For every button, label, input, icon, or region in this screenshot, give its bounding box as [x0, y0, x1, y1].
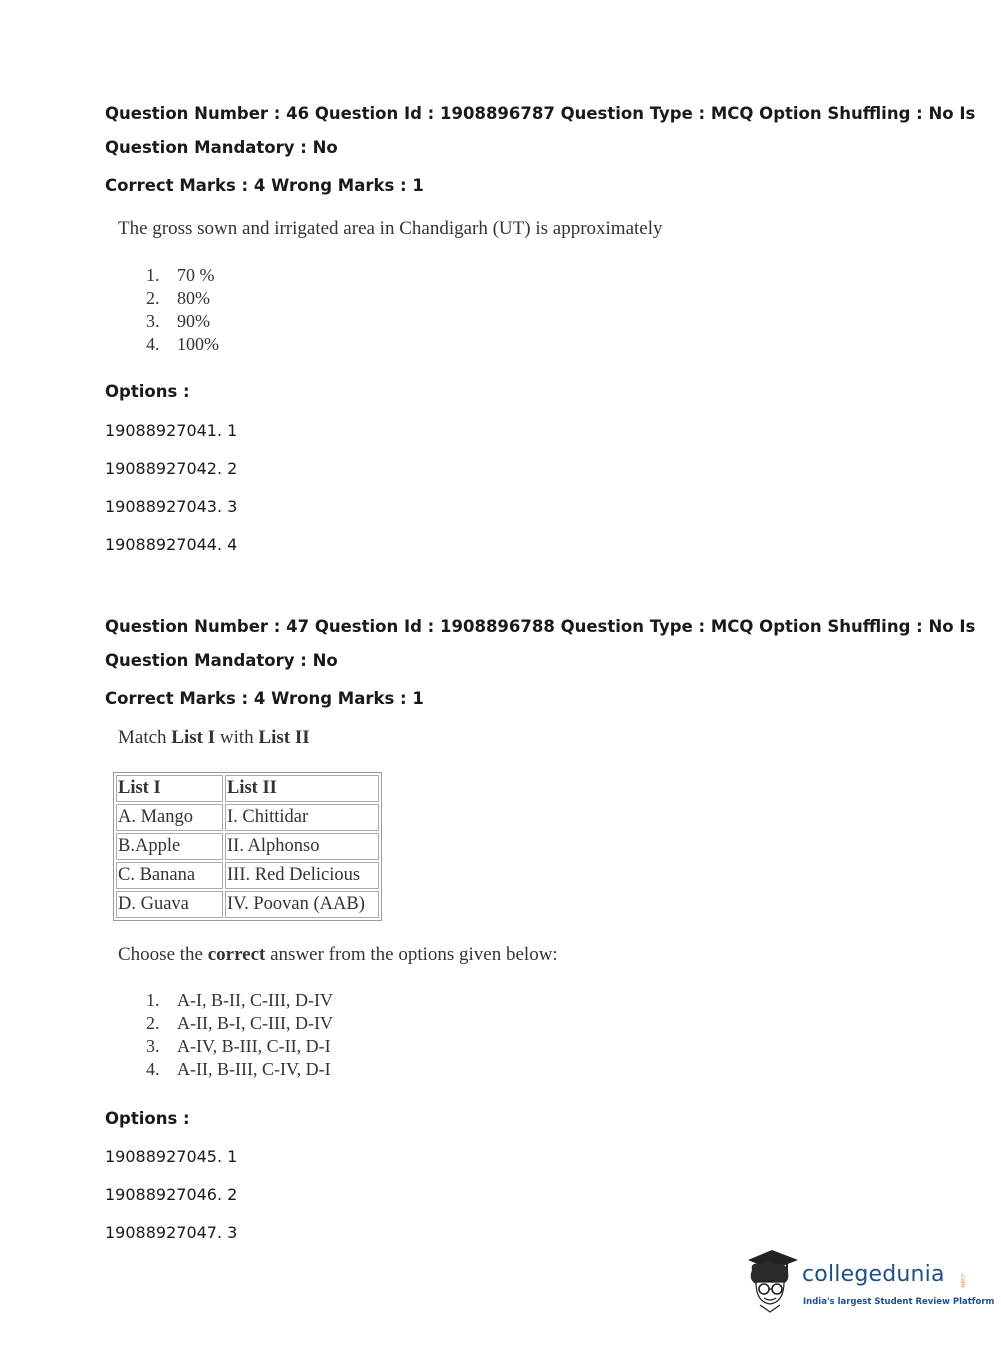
question-47-instruction — [118, 944, 558, 966]
stem-list-i: List I — [171, 727, 216, 748]
choice-number: 4. — [146, 1059, 160, 1079]
question-47-mandatory: Question Mandatory : No — [105, 651, 338, 670]
table-cell: A. Mango — [116, 804, 223, 831]
choice-text: A-I, B-II, C-III, D-IV — [177, 990, 333, 1010]
option-id: 19088927043. 3 — [105, 497, 238, 516]
question-46-options-label: Options : — [105, 382, 190, 401]
stem-list-ii: List II — [258, 727, 310, 748]
question-46-marks: Correct Marks : 4 Wrong Marks : 1 — [105, 176, 424, 195]
stem-text: with — [215, 727, 259, 748]
choice-number: 2. — [146, 288, 160, 308]
option-id: 19088927042. 2 — [105, 459, 238, 478]
table-cell: B.Apple — [116, 833, 223, 860]
choice-text: A-IV, B-III, C-II, D-I — [177, 1036, 331, 1056]
choice-item — [146, 333, 219, 356]
option-id: 19088927044. 4 — [105, 535, 238, 554]
choice-item — [146, 310, 219, 333]
brand-tagline: India's largest Student Review Platform — [803, 1297, 995, 1307]
question-47-header: Question Number : 47 Question Id : 1908896788 Question Type : MCQ Option Shuffling : No Is — [105, 617, 976, 636]
choice-number: 4. — [146, 334, 160, 354]
instruction-text: answer from the options given below: — [265, 944, 558, 965]
match-table — [113, 772, 382, 921]
choice-number: 1. — [146, 265, 160, 285]
question-46-mandatory: Question Mandatory : No — [105, 138, 338, 157]
stem-text: Match — [118, 727, 172, 748]
table-row — [116, 862, 379, 889]
instruction-text: Choose the — [118, 944, 208, 965]
choice-item — [146, 264, 219, 287]
question-47-choices — [146, 989, 333, 1081]
table-cell: II. Alphonso — [225, 833, 379, 860]
choice-text: A-II, B-III, C-IV, D-I — [177, 1059, 331, 1079]
question-46-header: Question Number : 46 Question Id : 1908896787 Question Type : MCQ Option Shuffling : No Is — [105, 104, 976, 123]
choice-text: 100% — [177, 334, 219, 354]
choice-item — [146, 1035, 333, 1058]
brand-com: .com — [959, 1273, 966, 1288]
choice-text: A-II, B-I, C-III, D-IV — [177, 1013, 333, 1033]
choice-number: 2. — [146, 1013, 160, 1033]
table-cell: I. Chittidar — [225, 804, 379, 831]
choice-text: 90% — [177, 311, 210, 331]
option-id: 19088927046. 2 — [105, 1185, 238, 1204]
choice-number: 3. — [146, 311, 160, 331]
brand-name: collegedunia — [802, 1262, 945, 1287]
question-46-stem: The gross sown and irrigated area in Chandigarh (UT) is approximately — [118, 218, 663, 239]
question-46-choices — [146, 264, 219, 356]
table-cell: IV. Poovan (AAB) — [225, 891, 379, 918]
collegedunia-logo — [742, 1248, 995, 1318]
choice-number: 1. — [146, 990, 160, 1010]
table-row — [116, 833, 379, 860]
table-row — [116, 891, 379, 918]
instruction-emphasis: correct — [207, 944, 266, 965]
table-row — [116, 804, 379, 831]
table-header-cell: List I — [116, 775, 223, 802]
table-cell: D. Guava — [116, 891, 223, 918]
choice-item — [146, 989, 333, 1012]
option-id: 19088927045. 1 — [105, 1147, 238, 1166]
table-header-cell: List II — [225, 775, 379, 802]
choice-item — [146, 1012, 333, 1035]
option-id: 19088927047. 3 — [105, 1223, 238, 1242]
table-header-row — [116, 775, 379, 802]
choice-number: 3. — [146, 1036, 160, 1056]
mascot-icon — [742, 1248, 802, 1318]
table-cell: C. Banana — [116, 862, 223, 889]
question-47-stem — [118, 727, 310, 749]
choice-text: 80% — [177, 288, 210, 308]
choice-item — [146, 1058, 333, 1081]
question-47-marks: Correct Marks : 4 Wrong Marks : 1 — [105, 689, 424, 708]
question-47-options-label: Options : — [105, 1109, 190, 1128]
table-cell: III. Red Delicious — [225, 862, 379, 889]
choice-item — [146, 287, 219, 310]
option-id: 19088927041. 1 — [105, 421, 238, 440]
choice-text: 70 % — [177, 265, 215, 285]
